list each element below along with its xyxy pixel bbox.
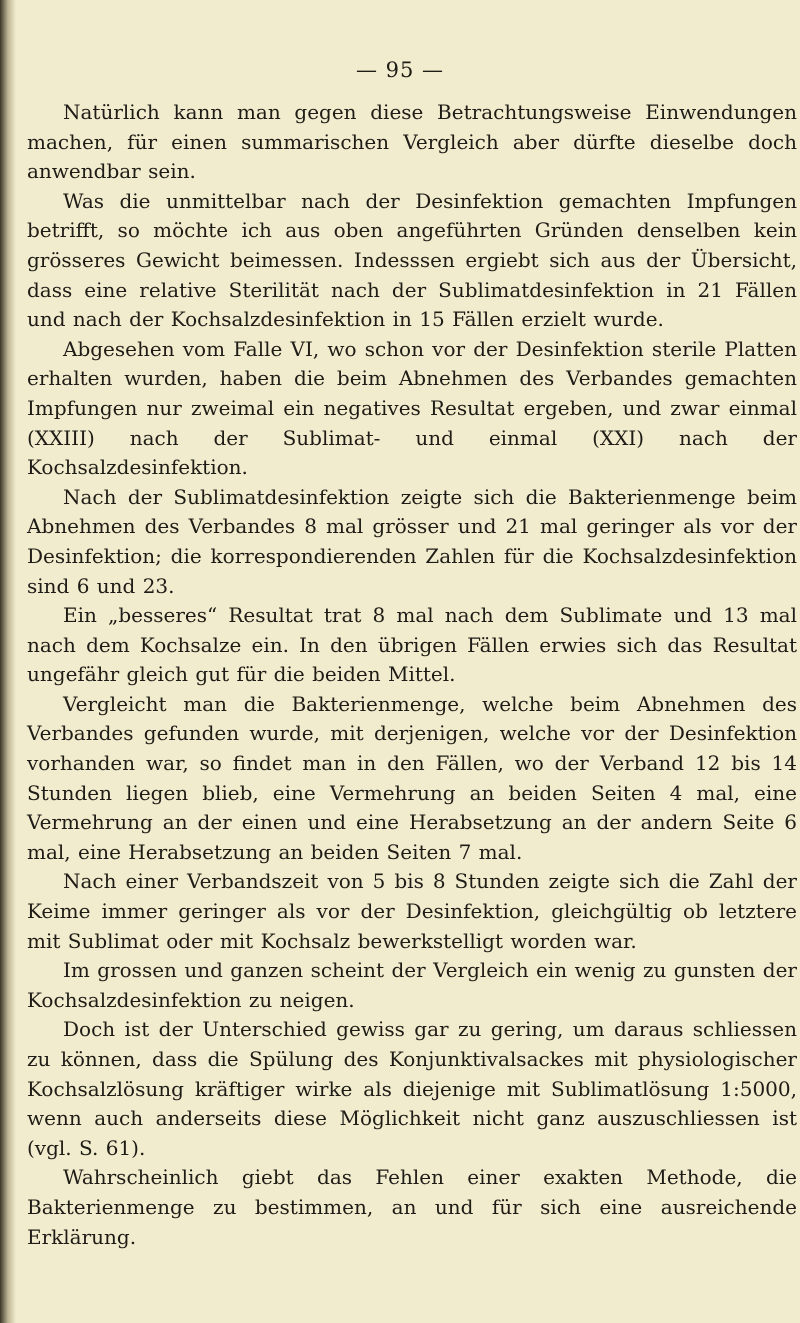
paragraph-10: Wahrscheinlich giebt das Fehlen einer exakten Methode, die Bakterienmenge zu bestimmen, an und für sich eine ausreichende Erklärung. [27,1165,797,1249]
paragraph-2: Was die unmittelbar nach der Desinfektion gemachten Impfungen betrifft, so möchte ich aus oben angeführten Gründen denselben kein grösseres Gewicht beimessen. Indesssen ergiebt sich aus der Übersicht, dass eine relative Sterilität nach der Sublimatdesinfektion in 21 Fällen und nach der Kochsalzdesinfektion in 15 Fällen erzielt wurde. [27,188,797,332]
paragraph-5: Ein „besseres“ Resultat trat 8 mal nach dem Sublimate und 13 mal nach dem Kochsalze ein. In den übrigen Fällen erwies sich das Resultat ungefähr gleich gut für die beiden Mittel. [27,603,797,687]
paragraph-4: Nach der Sublimatdesinfektion zeigte sich die Bakterienmenge beim Abnehmen des Verbandes 8 mal grösser und 21 mal geringer als vor der Desinfektion; die korrespondierenden Zahlen für die Kochsalzdesinfektion sind 6 und 23. [27,484,797,598]
paragraph-9: Doch ist der Unterschied gewiss gar zu gering, um daraus schliessen zu können, dass die Spülung des Konjunktivalsackes mit physiologischer Kochsalzlösung kräftiger wirke als diejenige mit Sublimatlösung 1:5000, wenn auch anderseits diese Möglichkeit nicht ganz auszuschliessen ist (vgl. S. 61). [27,1017,797,1160]
paragraph-3: Abgesehen vom Falle VI, wo schon vor der Desinfektion sterile Platten erhalten wurden, haben die beim Abnehmen des Verbandes gemachten Impfungen nur zweimal ein negatives Resultat ergeben, und zwar einmal (XXIII) nach der Sublimat- und einmal (XXI) nach der Kochsalzdesinfektion. [27,336,797,480]
page-binding-edge [0,0,16,1323]
page-number: — 95 — [355,58,445,82]
paragraph-8: Im grossen und ganzen scheint der Vergleich ein wenig zu gunsten der Kochsalzdesinfektion zu neigen. [27,958,797,1012]
paragraph-6: Vergleicht man die Bakterienmenge, welche beim Abnehmen des Verbandes gefunden wurde, mit derjenigen, welche vor der Desinfektion vorhanden war, so findet man in den Fällen, wo der Verband 12 bis 14 Stunden liegen blieb, eine Vermehrung an beiden Seiten 4 mal, eine Vermehrung an der einen und eine Herabsetzung an der andern Seite 6 mal, eine Herabsetzung an beiden Seiten 7 mal. [27,691,797,864]
paragraph-7: Nach einer Verbandszeit von 5 bis 8 Stunden zeigte sich die Zahl der Keime immer geringer als vor der Desinfektion, gleichgültig ob letztere mit Sublimat oder mit Kochsalz bewerkstelligt worden war. [27,869,797,953]
paragraph-1: Natürlich kann man gegen diese Betrachtungsweise Einwendungen machen, für einen summarischen Vergleich aber dürfte dieselbe doch anwendbar sein. [27,100,797,184]
body-text [27,98,797,1252]
